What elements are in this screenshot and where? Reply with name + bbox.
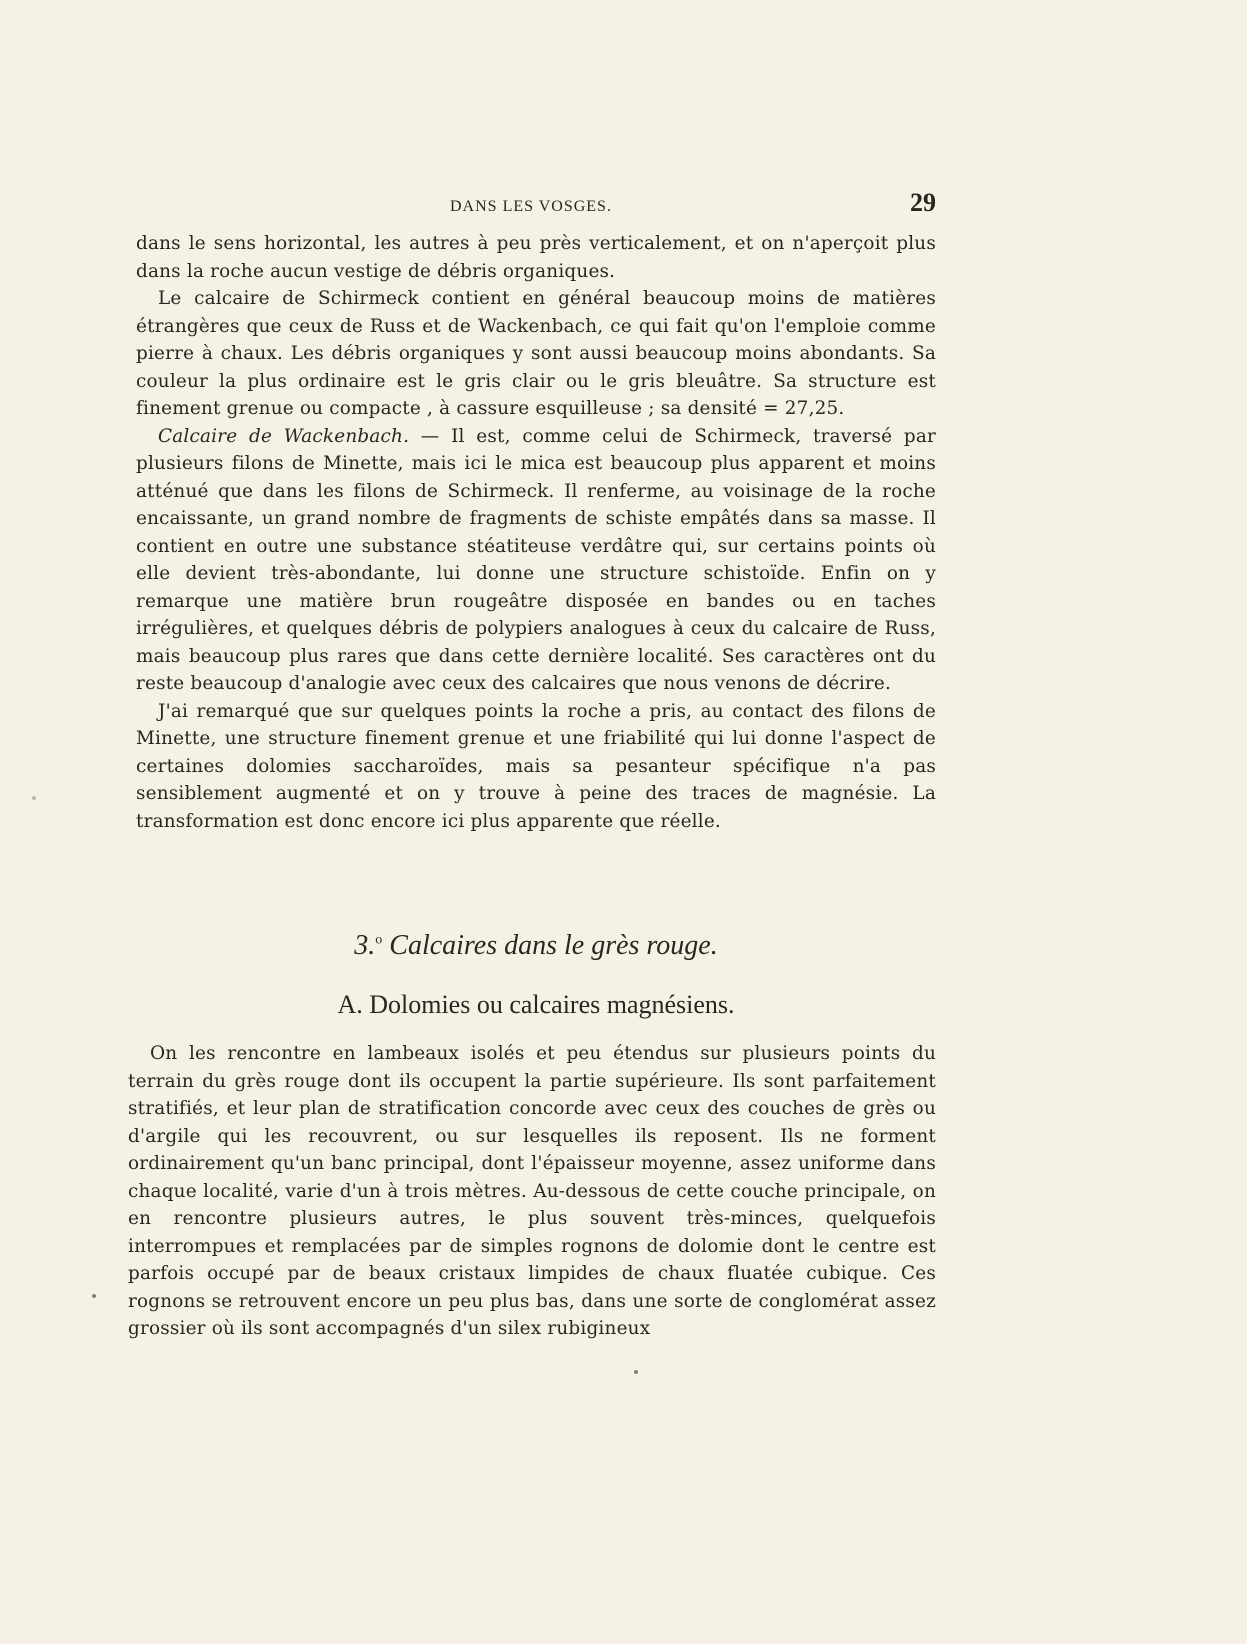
paragraph-lead-italic: Calcaire de Wackenbach. xyxy=(158,425,410,447)
section-title: Calcaires dans le grès rouge. xyxy=(389,930,718,961)
section-number-superscript: o xyxy=(375,932,383,948)
paragraph: J'ai remarqué que sur quelques points la roche a pris, au contact des filons de Minette, une structure finement grenue et une friabilité qui lui donne l'aspect de certaines dolomies saccharoïdes, mais sa pesanteur spécifique n'a pas sensiblement augmenté et on y trouve à peine des traces de magnésie. La transformation est donc encore ici plus apparente que réelle. xyxy=(136,700,936,832)
paragraph: dans le sens horizontal, les autres à peu près verticalement, et on n'aperçoit plus dans la roche aucun vestige de débris organiques. xyxy=(136,233,936,282)
paragraph-body: — Il est, comme celui de Schirmeck, traversé par plusieurs filons de Minette, mais ici le mica est beaucoup plus apparent et moins atténué que dans les filons de Schirmeck. Il renferme, au voisinage de la roche encaissante, un grand nombre de fragments de schiste empâtés dans sa masse. Il contient en outre une substance stéatiteuse verdâtre qui, sur certains points où elle devient très-abondante, lui donne une structure schistoïde. Enfin on y remarque une matière brun rougeâtre disposée en bandes ou en taches irrégulières, et quelques débris de polypiers analogues à ceux du calcaire de Russ, mais beaucoup plus rares que dans cette dernière localité. Ses caractères ont du reste beaucoup d'analogie avec ceux des calcaires que nous venons de décrire. xyxy=(136,425,936,694)
running-head: DANS LES VOSGES. xyxy=(450,198,612,215)
paper-speck xyxy=(634,1370,638,1374)
paragraph xyxy=(136,423,936,698)
section-heading xyxy=(136,930,936,962)
page-header xyxy=(136,188,936,226)
text-block-top xyxy=(136,230,936,835)
subsection-heading: A. Dolomies ou calcaires magnésiens. xyxy=(337,990,735,1019)
text-block-bottom xyxy=(128,1040,936,1343)
paragraph: Le calcaire de Schirmeck contient en général beaucoup moins de matières étrangères que ceux de Russ et de Wackenbach, ce qui fait qu'on l'emploie comme pierre à chaux. Les débris organiques y sont aussi beaucoup moins abondants. Sa couleur la plus ordinaire est le gris clair ou le gris bleuâtre. Sa structure est finement grenue ou compacte , à cassure esquilleuse ; sa densité = 27,25. xyxy=(136,288,936,419)
paper-speck xyxy=(32,796,36,800)
page-number: 29 xyxy=(910,188,936,217)
paper-speck xyxy=(92,1294,96,1298)
section-number: 3. xyxy=(354,930,376,961)
paragraph: On les rencontre en lambeaux isolés et peu étendus sur plusieurs points du terrain du grès rouge dont ils occupent la partie supérieure. Ils sont parfaitement stratifiés, et leur plan de stratification concorde avec ceux des couches de grès ou d'argile qui les recouvrent, ou sur lesquelles ils reposent. Ils ne forment ordinairement qu'un banc principal, dont l'épaisseur moyenne, assez uniforme dans chaque localité, varie d'un à trois mètres. Au-dessous de cette couche principale, on en rencontre plusieurs autres, le plus souvent très-minces, quelquefois interrompues et remplacées par de simples rognons de dolomie dont le centre est parfois occupé par de beaux cristaux limpides de chaux fluatée cubique. Ces rognons se retrouvent encore un peu plus bas, dans une sorte de conglomérat assez grossier où ils sont accompagnés d'un silex rubigineux xyxy=(128,1043,936,1339)
